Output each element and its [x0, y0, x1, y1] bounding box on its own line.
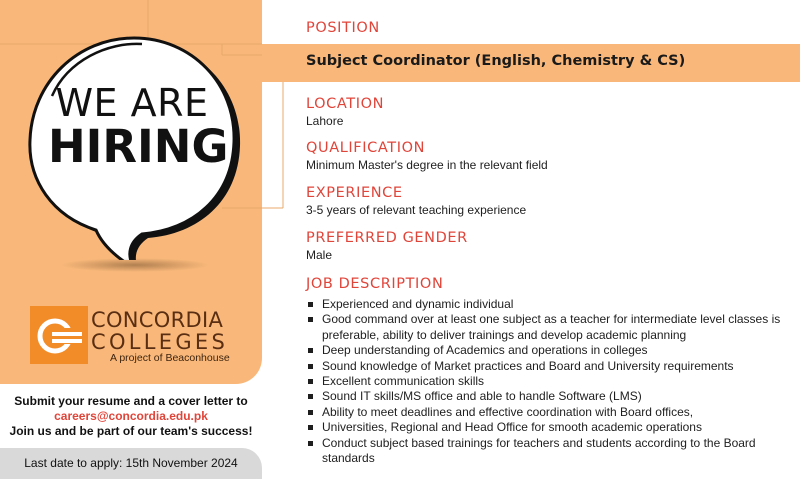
careers-email-link[interactable]: careers@concordia.edu.pk	[54, 409, 208, 423]
experience-value: 3-5 years of relevant teaching experience	[306, 203, 527, 217]
experience-label: EXPERIENCE	[306, 185, 403, 201]
list-item: Conduct subject based trainings for teachers and students according to the Board standards	[306, 436, 786, 467]
position-label: POSITION	[306, 20, 380, 36]
apply-line-1: Submit your resume and a cover letter to	[14, 394, 248, 408]
list-item: Ability to meet deadlines and effective coordination with Board offices,	[306, 405, 786, 420]
apply-line-3: Join us and be part of our team's success!	[9, 424, 253, 438]
gender-value: Male	[306, 248, 333, 262]
logo-wordmark	[91, 309, 228, 353]
location-value: Lahore	[306, 114, 344, 128]
bubble-shadow	[60, 258, 210, 272]
apply-instructions	[0, 394, 262, 439]
concordia-logo-icon	[30, 306, 88, 364]
we-are-hiring-heading	[48, 81, 229, 173]
logo-name-line1: CONCORDIA	[91, 308, 224, 332]
job-description-list	[306, 297, 786, 466]
qualification-label: QUALIFICATION	[306, 140, 426, 156]
list-item: Sound IT skills/MS office and able to handle Software (LMS)	[306, 389, 786, 404]
logo-tagline: A project of Beaconhouse	[110, 352, 230, 364]
position-value: Subject Coordinator (English, Chemistry & CS)	[306, 53, 686, 69]
gender-label: PREFERRED GENDER	[306, 230, 468, 246]
hiring-line-2: HIRING	[48, 120, 229, 173]
logo-name-line2: COLLEGES	[91, 330, 229, 354]
job-description-label: JOB DESCRIPTION	[306, 276, 444, 292]
list-item: Universities, Regional and Head Office for smooth academic operations	[306, 420, 786, 435]
deadline-badge: Last date to apply: 15th November 2024	[0, 448, 262, 479]
hiring-line-1: WE ARE	[55, 81, 209, 125]
list-item: Excellent communication skills	[306, 374, 786, 389]
location-label: LOCATION	[306, 96, 385, 112]
list-item: Experienced and dynamic individual	[306, 297, 786, 312]
list-item: Deep understanding of Academics and operations in colleges	[306, 343, 786, 358]
qualification-value: Minimum Master's degree in the relevant field	[306, 158, 548, 172]
concordia-logo	[30, 306, 242, 368]
list-item: Good command over at least one subject as a teacher for intermediate level classes is preferable, ability to deliver trainings and develop academic planning	[306, 312, 786, 343]
list-item: Sound knowledge of Market practices and Board and University requirements	[306, 359, 786, 374]
